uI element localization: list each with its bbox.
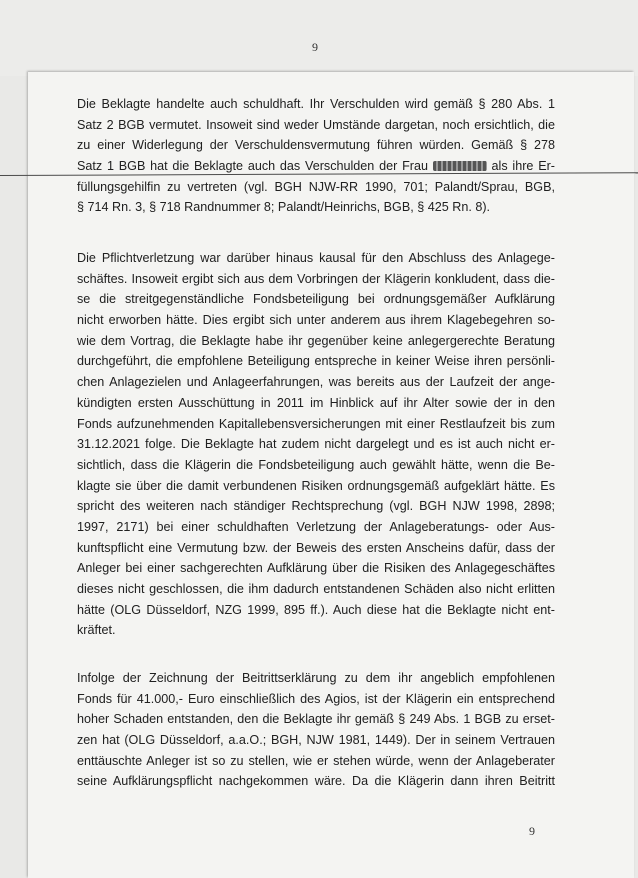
paragraph-causality bbox=[77, 248, 555, 641]
text-line: spricht des weiteren nach ständiger Rechtsprechung (vgl. BGH NJW 1998, 2898; bbox=[77, 499, 555, 514]
text-line: durchgeführt, die empfohlene Beteiligung entspreche in keiner Weise ihren persönli- bbox=[77, 354, 555, 369]
page-number-bottom: 9 bbox=[529, 824, 535, 838]
text-line: schäftes. Insoweit ergibt sich aus dem Vorbringen der Klägerin konkludent, dass die- bbox=[77, 271, 555, 286]
text-line: Fonds für 41.000,- Euro einschließlich des Agios, ist der Klägerin ein entsprechend bbox=[77, 691, 555, 706]
text-line: enttäuschte Anleger ist so zu stellen, wie er stehen würde, wenn der Anlageberater bbox=[77, 753, 555, 768]
text-line: kunftspflicht eine Vermutung bzw. der Beweis des ersten Anscheins dafür, dass der bbox=[77, 540, 555, 555]
text-line: wie dem Vortrag, die Beklagte habe ihr gegenüber keine anlegergerechte Beratung bbox=[77, 333, 555, 348]
paragraph-culpability bbox=[77, 94, 555, 218]
text-line: zu einer Widerlegung der Verschuldensvermutung führen würden. Gemäß § 278 bbox=[77, 138, 555, 153]
paragraph-damages bbox=[77, 668, 555, 792]
text-line: kündigten ersten Ausschüttung in 2011 im Hinblick auf ihr Alter sowie der in den bbox=[77, 395, 555, 410]
page-number-top: 9 bbox=[312, 40, 318, 54]
text-line-end: als ihre Er- bbox=[486, 159, 555, 174]
text-line: 31.12.2021 folge. Die Beklagte hat zudem nicht dargelegt und es ist auch nicht er- bbox=[77, 437, 555, 452]
text-line: füllungsgehilfin zu vertreten (vgl. BGH NJW-RR 1990, 701; Palandt/Sprau, BGB, bbox=[77, 179, 555, 194]
text-line: hoher Schaden entstanden, den die Beklagte ihr gemäß § 249 Abs. 1 BGB zu erset- bbox=[77, 712, 555, 727]
text-line: Fonds aufzunehmenden Kapitallebensversicherungen mit einer Restlaufzeit bis zum bbox=[77, 416, 555, 431]
text-line: 1997, 2171) bei einer schuldhaften Verletzung der Anlageberatungs- oder Aus- bbox=[77, 519, 555, 534]
redacted-name bbox=[433, 161, 487, 171]
text-line-redacted bbox=[77, 156, 555, 177]
text-line-start: Satz 1 BGB hat die Beklagte auch das Verschulden der Frau bbox=[77, 159, 433, 174]
text-line: klagte sie über die damit verbundenen Risiken ordnungsgemäß aufgeklärt hätte. Es bbox=[77, 478, 555, 493]
text-line: Anleger bei einer sachgerechten Aufklärung über die Risiken des Anlagegeschäftes bbox=[77, 561, 555, 576]
text-line: sichtlich, dass die Klägerin die Fondsbeteiligung auch gewählt hätte, wenn die Be- bbox=[77, 457, 555, 472]
text-line: Die Pflichtverletzung war darüber hinaus kausal für den Abschluss des Anlagege- bbox=[77, 251, 555, 265]
text-line: chen Anlagezielen und Anlageerfahrungen, was bereits aus der Laufzeit der ange- bbox=[77, 375, 555, 390]
scan-top-strip bbox=[0, 0, 638, 76]
text-line: § 714 Rn. 3, § 718 Randnummer 8; Palandt/Heinrichs, BGB, § 425 Rn. 8). bbox=[77, 200, 491, 215]
text-line: seine Aufklärungspflicht nachgekommen wäre. Da die Klägerin dann ihren Beitritt bbox=[77, 774, 555, 789]
text-line: Die Beklagte handelte auch schuldhaft. Ihr Verschulden wird gemäß § 280 Abs. 1 bbox=[77, 97, 555, 111]
text-line: Satz 2 BGB vermutet. Insoweit sind weder Umstände dargetan, noch ersichtlich, die bbox=[77, 117, 555, 132]
text-line: se die streitgegenständliche Fondsbeteiligung bei ordnungsgemäßer Aufklärung bbox=[77, 292, 555, 307]
text-line: nicht erworben hätte. Dies ergibt sich unter anderem aus ihrem Klagebegehren so- bbox=[77, 313, 555, 328]
text-line: dieses nicht geschlossen, die ihm dadurch entstandenen Schäden also nicht erlitten bbox=[77, 582, 555, 596]
text-line: Infolge der Zeichnung der Beitrittserklärung zu dem ihr angeblich empfohlenen bbox=[77, 671, 555, 685]
text-line: kräftet. bbox=[77, 623, 116, 638]
text-line: hätte (OLG Düsseldorf, NZG 1999, 895 ff.). Auch diese hat die Beklagte nicht ent- bbox=[77, 602, 555, 617]
text-line: zen hat (OLG Düsseldorf, a.a.O.; BGH, NJW 1981, 1449). Der in seinem Vertrauen bbox=[77, 733, 555, 748]
